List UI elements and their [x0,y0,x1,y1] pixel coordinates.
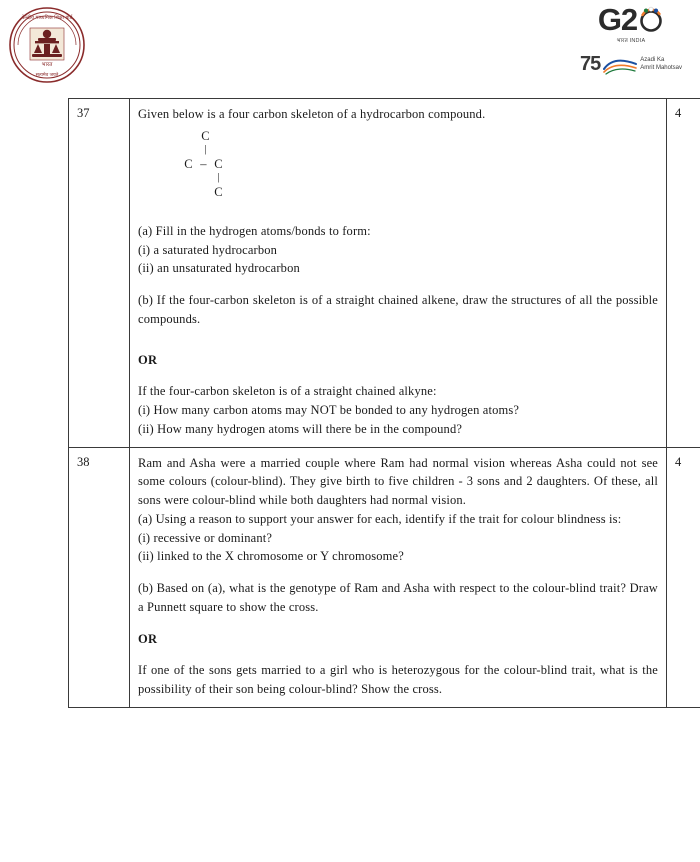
question-marks: 4 [675,454,682,469]
alternate-part-i: (i) How many carbon atoms may NOT be bonded to any hydrogen atoms? [138,403,520,417]
india-national-emblem [8,6,86,84]
question-marks-cell [667,99,700,448]
question-part-a-ii: (ii) an unsaturated hydrocarbon [138,261,300,276]
question-part-b: (b) If the four-carbon skeleton is of a straight chained alkene, draw the structures of all the possible compounds. [138,293,658,326]
alternate-text: If one of the sons gets married to a girl who is heterozygous for the colour-blind trait, what is the possibility of their son being colour-blind? Show the cross. [138,663,658,696]
alternate-intro: If the four-carbon skeleton is of a straight chained alkyne: [138,384,437,399]
g20-branding [576,4,686,76]
question-intro: Given below is a four carbon skeleton of a hydrocarbon compound. [138,107,486,121]
question-number-cell [69,99,130,448]
question-number-cell [69,447,130,707]
emblem-caption: भारत [41,62,53,68]
carbon-skeleton-diagram [152,128,658,200]
azadi-line-1: Azadi Ka [640,57,665,63]
question-body-cell [130,447,667,707]
g20-logo [576,4,686,35]
question-table [68,98,700,708]
question-marks-cell [667,447,700,707]
question-intro: Ram and Asha were a married couple where Ram had normal vision whereas Asha could not see some colours (colour-blind). They give birth to five children - 3 sons and 2 daughters. Of these, all sons were colour-blind while both daughters had normal vision. [138,455,658,507]
question-part-a: (a) Fill in the hydrogen atoms/bonds to form: [138,223,371,238]
skeleton-top-carbon: C [201,128,210,143]
question-body [138,454,658,699]
skeleton-bottom-carbon: C [214,184,223,199]
azadi-line-2: Amrit Mahotsav [640,64,682,71]
g20-wordmark: G2 [597,2,638,37]
page-header [0,0,700,98]
skeleton-bond-horizontal: – [200,156,207,171]
question-marks: 4 [675,106,682,120]
question-part-a-i: (i) a saturated hydrocarbon [138,242,278,257]
table-row [69,447,700,707]
svg-text:केन्द्रीय माध्यमिक शिक्षा बोर्: केन्द्रीय माध्यमिक शिक्षा बोर्ड [21,15,73,21]
azadi-number: 75 [580,53,601,75]
question-number: 38 [77,454,90,469]
svg-text:सत्यमेव जयते: सत्यमेव जयते [35,73,59,78]
azadi-swoosh-icon [603,55,637,75]
alternate-part-ii: (ii) How many hydrogen atoms will there be in the compound? [138,421,463,436]
azadi-ka-amrit-mahotsav-logo [576,53,686,76]
skeleton-center-carbon: C [214,156,223,171]
skeleton-bond-vertical-top: | [204,143,207,156]
skeleton-bond-vertical-bottom: | [217,171,220,184]
question-part-a: (a) Using a reason to support your answer for each, identify if the trait for colour blindness is: [138,511,622,526]
question-part-b: (b) Based on (a), what is the genotype of Ram and Asha with respect to the colour-blind trait? Draw a Punnett square to show the cross. [138,581,658,614]
or-label: OR [138,631,158,646]
g20-ring-icon [638,6,664,32]
question-part-a-i: (i) recessive or dominant? [138,530,273,545]
question-body-cell [130,99,667,448]
azadi-wordmark [640,57,682,72]
question-number: 37 [77,106,90,120]
table-row [69,99,700,448]
question-body [138,105,658,439]
question-part-a-ii: (ii) linked to the X chromosome or Y chromosome? [138,549,404,564]
skeleton-left-carbon: C [184,156,193,171]
g20-subtitle: भारत INDIA [616,38,646,44]
or-label: OR [138,352,158,367]
